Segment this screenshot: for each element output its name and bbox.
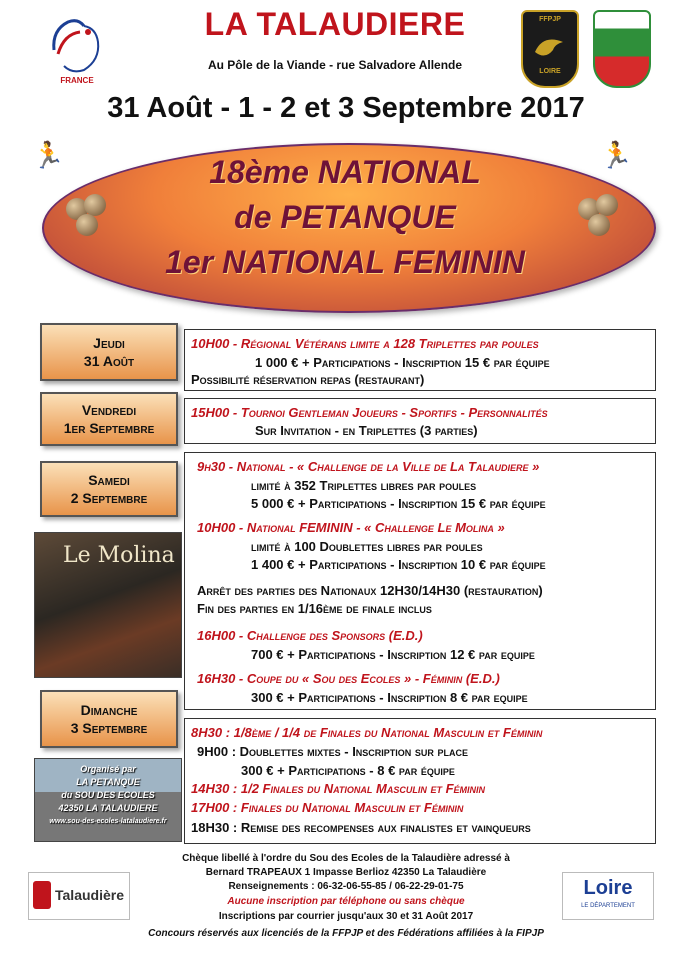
schedule-box-dimanche bbox=[184, 718, 656, 844]
schedule-line: 16H30 - Coupe du « Sou des Ecoles » - Féminin (E.D.) bbox=[197, 671, 500, 686]
schedule-line: 15H00 - Tournoi Gentleman Joueurs - Sportifs - Personnalités bbox=[191, 405, 548, 420]
molina-sign-text: Le Molina bbox=[63, 543, 175, 568]
petanque-player-icon: 🏃 bbox=[600, 140, 633, 170]
day-date: 31 Août bbox=[83, 353, 135, 369]
organizer-website: www.sou-des-ecoles-latalaudiere.fr bbox=[49, 818, 167, 825]
banner-line-3: 1er NATIONAL FEMININ bbox=[165, 244, 525, 280]
day-tab-samedi bbox=[40, 461, 178, 517]
schedule-line: Arrêt des parties des Nationaux 12H30/14H30 (restauration) bbox=[197, 583, 543, 598]
schedule-line: 18H30 : Remise des recompenses aux finalistes et vainqueurs bbox=[191, 820, 531, 835]
schedule-line: 16H00 - Challenge des Sponsors (E.D.) bbox=[197, 628, 423, 643]
talaudiere-logo-text: Talaudière bbox=[55, 887, 124, 903]
banner-line-2: de PETANQUE bbox=[234, 199, 456, 235]
dolphin-icon bbox=[533, 32, 567, 62]
organizer-line: du SOU DES ECOLES bbox=[61, 790, 155, 800]
footer-phone: Renseignements : 06-32-06-55-85 / 06-22-29-01-75 bbox=[228, 881, 464, 892]
organizer-photo bbox=[34, 758, 182, 842]
schedule-line: 300 € + Participations - 8 € par équipe bbox=[241, 763, 455, 778]
banner-line-1: 18ème NATIONAL bbox=[209, 154, 481, 190]
day-tab-jeudi bbox=[40, 323, 178, 381]
talaudiere-logo bbox=[28, 872, 130, 920]
schedule-line: 700 € + Participations - Inscription 12 € par equipe bbox=[251, 647, 535, 662]
schedule-line: 1 000 € + Participations - Inscription 15 € par équipe bbox=[255, 355, 550, 370]
schedule-line: 9H00 : Doublettes mixtes - Inscription sur place bbox=[197, 744, 469, 759]
loire-logo-text: Loire bbox=[583, 877, 633, 899]
schedule-line: 10H00 - National FEMININ - « Challenge Le Molina » bbox=[197, 520, 505, 535]
organizer-line: 42350 LA TALAUDIERE bbox=[58, 803, 158, 813]
schedule-line: limité à 352 Triplettes libres par poules bbox=[251, 478, 477, 493]
day-date: 2 Septembre bbox=[70, 490, 148, 506]
loire-logo-subtext: LE DÉPARTEMENT bbox=[581, 903, 635, 909]
footer-line: Chèque libellé à l'ordre du Sou des Ecoles de la Talaudière adressé à bbox=[182, 853, 510, 864]
loire-department-logo bbox=[562, 872, 654, 920]
ffpjp-logo-text: FRANCE bbox=[60, 76, 94, 85]
badge-top-text: FFPJP bbox=[539, 16, 561, 23]
footer-line: Bernard TRAPEAUX 1 Impasse Berlioz 42350 La Talaudière bbox=[205, 867, 487, 878]
schedule-line: limité à 100 Doublettes libres par poules bbox=[251, 539, 483, 554]
schedule-line: 17H00 : Finales du National Masculin et Féminin bbox=[191, 800, 464, 815]
regional-committee-badge bbox=[593, 10, 651, 88]
schedule-box-samedi bbox=[184, 452, 656, 710]
day-date: 3 Septembre bbox=[70, 720, 148, 736]
schedule-line: 8H30 : 1/8ème / 1/4 de Finales du National Masculin et Féminin bbox=[191, 725, 543, 740]
schedule-line: 5 000 € + Participations - Inscription 15 € par équipe bbox=[251, 496, 546, 511]
schedule-box-vendredi bbox=[184, 398, 656, 444]
badge-bottom-text: LOIRE bbox=[539, 68, 561, 75]
schedule-box-jeudi bbox=[184, 329, 656, 391]
day-tab-dimanche bbox=[40, 690, 178, 748]
le-molina-photo bbox=[34, 532, 182, 678]
footer-note: Concours réservés aux licenciés de la FFPJP et des Fédérations affiliées à la FIPJP bbox=[148, 928, 544, 939]
schedule-line: Possibilité réservation repas (restaurant) bbox=[191, 372, 425, 387]
day-name: Dimanche bbox=[80, 702, 138, 718]
organizer-line: LA PETANQUE bbox=[76, 777, 140, 787]
footer-line: Inscriptions par courrier jusqu'aux 30 et 31 Août 2017 bbox=[218, 911, 474, 922]
petanque-player-icon: 🏃 bbox=[32, 140, 65, 170]
day-name: Vendredi bbox=[81, 402, 137, 418]
boules-icon bbox=[578, 194, 624, 240]
organizer-text bbox=[35, 763, 181, 828]
event-dates: 31 Août - 1 - 2 et 3 Septembre 2017 bbox=[107, 92, 585, 124]
ffpjp-loire-badge bbox=[521, 10, 579, 88]
schedule-line: 1 400 € + Participations - Inscription 10 € par équipe bbox=[251, 557, 546, 572]
ffpjp-rooster-logo bbox=[44, 10, 110, 90]
day-tab-vendredi bbox=[40, 392, 178, 446]
day-name: Samedi bbox=[88, 472, 130, 488]
schedule-line: Sur Invitation - en Triplettes (3 parties) bbox=[255, 423, 478, 438]
schedule-line: 10H00 - Régional Vétérans limite a 128 Triplettes par poules bbox=[191, 336, 539, 351]
venue-address: Au Pôle de la Viande - rue Salvadore Allende bbox=[207, 58, 463, 72]
schedule-line: 14H30 : 1/2 Finales du National Masculin et Féminin bbox=[191, 781, 486, 796]
schedule-line: 300 € + Participations - Inscription 8 € par equipe bbox=[251, 690, 528, 705]
boules-icon bbox=[66, 194, 112, 240]
day-name: Jeudi bbox=[93, 335, 125, 351]
footer-warning: Aucune inscription par téléphone ou sans chèque bbox=[227, 896, 465, 907]
day-date: 1er Septembre bbox=[63, 420, 155, 436]
schedule-line: Fin des parties en 1/16ème de finale inclus bbox=[197, 601, 432, 616]
page-title: LA TALAUDIERE bbox=[204, 6, 466, 42]
organizer-line: Organisé par bbox=[80, 764, 136, 774]
schedule-line: 9h30 - National - « Challenge de la Ville de La Talaudiere » bbox=[197, 459, 540, 474]
